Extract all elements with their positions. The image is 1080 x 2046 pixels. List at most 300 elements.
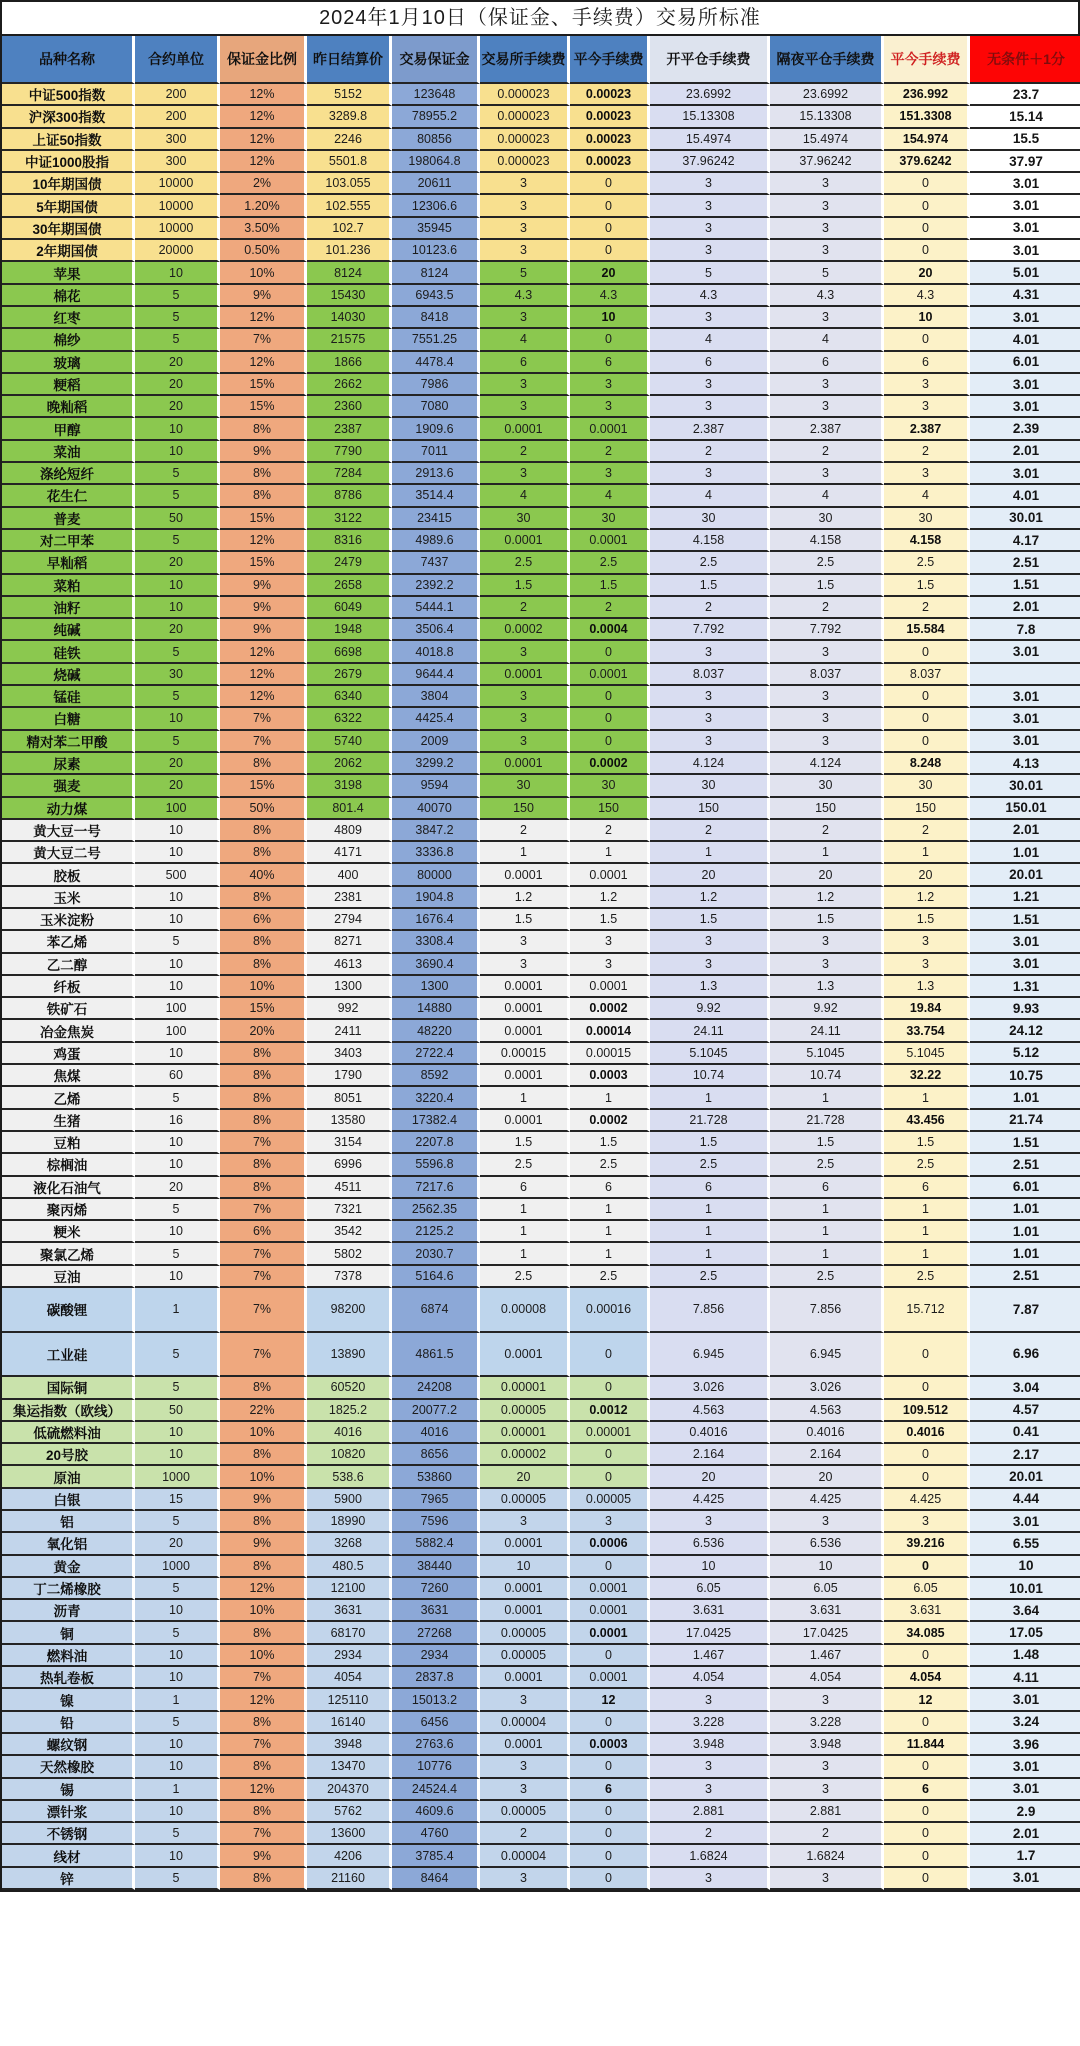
cell-fee: 0.00001 xyxy=(480,1377,570,1399)
cell-pingjin: 1 xyxy=(884,1243,970,1265)
cell-uncond: 3.01 xyxy=(970,218,1080,240)
cell-ratio: 8% xyxy=(220,1154,307,1176)
cell-open_close: 3 xyxy=(650,1756,770,1778)
cell-settle: 1790 xyxy=(307,1065,392,1087)
table-row xyxy=(2,508,1080,530)
cell-margin: 8418 xyxy=(392,307,480,329)
cell-fee: 2.5 xyxy=(480,1154,570,1176)
cell-fee_today: 2 xyxy=(570,820,650,842)
cell-settle: 5501.8 xyxy=(307,151,392,173)
table-row xyxy=(2,285,1080,307)
cell-settle: 60520 xyxy=(307,1377,392,1399)
cell-ratio: 9% xyxy=(220,1845,307,1867)
table-row xyxy=(2,240,1080,262)
cell-fee: 1.5 xyxy=(480,909,570,931)
cell-fee_today: 0.0001 xyxy=(570,1622,650,1644)
cell-open_close: 2 xyxy=(650,441,770,463)
cell-settle: 1300 xyxy=(307,976,392,998)
table-row xyxy=(2,418,1080,440)
cell-uncond: 21.74 xyxy=(970,1110,1080,1132)
column-header-fee_today: 平今手续费 xyxy=(570,36,650,84)
table-row xyxy=(2,1489,1080,1511)
cell-overnight: 1.467 xyxy=(770,1645,884,1667)
cell-open_close: 6.536 xyxy=(650,1533,770,1555)
cell-overnight: 1 xyxy=(770,1221,884,1243)
cell-ratio: 7% xyxy=(220,1823,307,1845)
cell-open_close: 3 xyxy=(650,396,770,418)
cell-fee_today: 0.0004 xyxy=(570,619,650,641)
cell-pingjin: 0 xyxy=(884,1756,970,1778)
cell-ratio: 9% xyxy=(220,441,307,463)
cell-ratio: 12% xyxy=(220,151,307,173)
cell-open_close: 3 xyxy=(650,954,770,976)
cell-pingjin: 2.387 xyxy=(884,418,970,440)
cell-open_close: 17.0425 xyxy=(650,1622,770,1644)
cell-ratio: 15% xyxy=(220,775,307,797)
cell-uncond: 3.01 xyxy=(970,463,1080,485)
cell-overnight: 3 xyxy=(770,1779,884,1801)
cell-fee_today: 0 xyxy=(570,1333,650,1378)
cell-fee_today: 0.00001 xyxy=(570,1422,650,1444)
cell-open_close: 10 xyxy=(650,1556,770,1578)
cell-settle: 13600 xyxy=(307,1823,392,1845)
cell-open_close: 0.4016 xyxy=(650,1422,770,1444)
cell-fee: 0.000023 xyxy=(480,151,570,173)
cell-fee: 3 xyxy=(480,931,570,953)
cell-name: 花生仁 xyxy=(2,485,135,507)
table-row xyxy=(2,1622,1080,1644)
cell-overnight: 3.228 xyxy=(770,1712,884,1734)
cell-pingjin: 1 xyxy=(884,1221,970,1243)
cell-fee_today: 1.5 xyxy=(570,909,650,931)
cell-settle: 3122 xyxy=(307,508,392,530)
cell-fee: 0.000023 xyxy=(480,84,570,106)
cell-pingjin: 0 xyxy=(884,1801,970,1823)
cell-open_close: 4.124 xyxy=(650,753,770,775)
cell-name: 粳稻 xyxy=(2,374,135,396)
cell-unit: 5 xyxy=(135,1087,220,1109)
cell-fee: 4 xyxy=(480,485,570,507)
cell-ratio: 3.50% xyxy=(220,218,307,240)
cell-margin: 2934 xyxy=(392,1645,480,1667)
cell-open_close: 2 xyxy=(650,820,770,842)
cell-pingjin: 1 xyxy=(884,1199,970,1221)
cell-ratio: 8% xyxy=(220,753,307,775)
cell-overnight: 3 xyxy=(770,1689,884,1711)
column-header-ratio: 保证金比例 xyxy=(220,36,307,84)
cell-uncond: 4.57 xyxy=(970,1400,1080,1422)
cell-unit: 5 xyxy=(135,1578,220,1600)
cell-pingjin: 8.248 xyxy=(884,753,970,775)
cell-open_close: 3 xyxy=(650,240,770,262)
cell-unit: 10 xyxy=(135,1132,220,1154)
cell-pingjin: 2.5 xyxy=(884,552,970,574)
cell-fee: 3 xyxy=(480,1689,570,1711)
cell-ratio: 8% xyxy=(220,954,307,976)
cell-fee_today: 3 xyxy=(570,396,650,418)
cell-name: 国际铜 xyxy=(2,1377,135,1399)
cell-fee_today: 3 xyxy=(570,1511,650,1533)
cell-unit: 20 xyxy=(135,352,220,374)
cell-fee_today: 0.0001 xyxy=(570,664,650,686)
table-row xyxy=(2,1823,1080,1845)
cell-margin: 4861.5 xyxy=(392,1333,480,1378)
column-header-overnight: 隔夜平仓手续费 xyxy=(770,36,884,84)
cell-settle: 21160 xyxy=(307,1868,392,1890)
cell-pingjin: 6.05 xyxy=(884,1578,970,1600)
cell-ratio: 6% xyxy=(220,1221,307,1243)
table-row xyxy=(2,106,1080,128)
cell-pingjin: 15.584 xyxy=(884,619,970,641)
cell-settle: 1825.2 xyxy=(307,1400,392,1422)
table-row xyxy=(2,1645,1080,1667)
cell-unit: 60 xyxy=(135,1065,220,1087)
cell-name: 玉米淀粉 xyxy=(2,909,135,931)
cell-overnight: 6.945 xyxy=(770,1333,884,1378)
cell-name: 棉纱 xyxy=(2,329,135,351)
cell-uncond: 4.17 xyxy=(970,530,1080,552)
cell-margin: 3336.8 xyxy=(392,842,480,864)
cell-unit: 1000 xyxy=(135,1466,220,1488)
cell-open_close: 7.856 xyxy=(650,1288,770,1333)
cell-name: 集运指数（欧线） xyxy=(2,1400,135,1422)
cell-uncond: 3.01 xyxy=(970,1511,1080,1533)
cell-ratio: 7% xyxy=(220,1734,307,1756)
cell-open_close: 4 xyxy=(650,329,770,351)
cell-name: 对二甲苯 xyxy=(2,530,135,552)
cell-margin: 35945 xyxy=(392,218,480,240)
cell-settle: 2411 xyxy=(307,1020,392,1042)
cell-unit: 300 xyxy=(135,151,220,173)
cell-fee_today: 1 xyxy=(570,842,650,864)
cell-settle: 2934 xyxy=(307,1645,392,1667)
cell-uncond: 1.31 xyxy=(970,976,1080,998)
cell-fee_today: 150 xyxy=(570,798,650,820)
cell-fee: 3 xyxy=(480,1756,570,1778)
cell-uncond: 20.01 xyxy=(970,864,1080,886)
cell-overnight: 2.5 xyxy=(770,552,884,574)
cell-margin: 7596 xyxy=(392,1511,480,1533)
cell-overnight: 4 xyxy=(770,329,884,351)
cell-fee_today: 0 xyxy=(570,1845,650,1867)
cell-settle: 3403 xyxy=(307,1043,392,1065)
cell-settle: 2479 xyxy=(307,552,392,574)
table-row xyxy=(2,775,1080,797)
cell-uncond: 3.01 xyxy=(970,240,1080,262)
cell-pingjin: 39.216 xyxy=(884,1533,970,1555)
cell-overnight: 4.054 xyxy=(770,1667,884,1689)
cell-uncond: 3.01 xyxy=(970,1689,1080,1711)
cell-ratio: 8% xyxy=(220,1377,307,1399)
cell-fee: 0.0001 xyxy=(480,1110,570,1132)
cell-margin: 4989.6 xyxy=(392,530,480,552)
cell-overnight: 1 xyxy=(770,1243,884,1265)
cell-name: 铜 xyxy=(2,1622,135,1644)
cell-margin: 3631 xyxy=(392,1600,480,1622)
table-row xyxy=(2,641,1080,663)
cell-pingjin: 0 xyxy=(884,195,970,217)
cell-overnight: 3 xyxy=(770,731,884,753)
cell-uncond: 20.01 xyxy=(970,1466,1080,1488)
cell-overnight: 3 xyxy=(770,1868,884,1890)
cell-settle: 3154 xyxy=(307,1132,392,1154)
cell-fee: 3 xyxy=(480,307,570,329)
cell-fee_today: 0 xyxy=(570,1377,650,1399)
cell-fee_today: 0 xyxy=(570,1823,650,1845)
cell-fee_today: 1 xyxy=(570,1221,650,1243)
cell-open_close: 9.92 xyxy=(650,998,770,1020)
cell-fee: 2.5 xyxy=(480,552,570,574)
cell-overnight: 4 xyxy=(770,485,884,507)
cell-fee: 4 xyxy=(480,329,570,351)
cell-margin: 78955.2 xyxy=(392,106,480,128)
cell-overnight: 2.387 xyxy=(770,418,884,440)
cell-name: 苯乙烯 xyxy=(2,931,135,953)
cell-uncond: 4.01 xyxy=(970,329,1080,351)
cell-open_close: 3 xyxy=(650,931,770,953)
cell-settle: 2679 xyxy=(307,664,392,686)
table-row xyxy=(2,1734,1080,1756)
cell-fee_today: 30 xyxy=(570,508,650,530)
cell-fee: 0.0001 xyxy=(480,418,570,440)
cell-overnight: 24.11 xyxy=(770,1020,884,1042)
cell-name: 中证1000股指 xyxy=(2,151,135,173)
cell-fee_today: 6 xyxy=(570,352,650,374)
cell-pingjin: 0 xyxy=(884,1845,970,1867)
table-row xyxy=(2,1600,1080,1622)
cell-unit: 10 xyxy=(135,1734,220,1756)
cell-overnight: 20 xyxy=(770,864,884,886)
cell-overnight: 4.124 xyxy=(770,753,884,775)
cell-open_close: 2.881 xyxy=(650,1801,770,1823)
cell-open_close: 3 xyxy=(650,195,770,217)
cell-fee_today: 0.00015 xyxy=(570,1043,650,1065)
cell-fee_today: 1.5 xyxy=(570,1132,650,1154)
cell-uncond: 1.48 xyxy=(970,1645,1080,1667)
cell-pingjin: 19.84 xyxy=(884,998,970,1020)
cell-name: 10年期国债 xyxy=(2,173,135,195)
table-row xyxy=(2,195,1080,217)
cell-unit: 1 xyxy=(135,1288,220,1333)
cell-name: 液化石油气 xyxy=(2,1177,135,1199)
cell-unit: 10 xyxy=(135,575,220,597)
cell-name: 纯碱 xyxy=(2,619,135,641)
cell-fee_today: 0 xyxy=(570,641,650,663)
cell-fee_today: 0 xyxy=(570,329,650,351)
cell-open_close: 4.3 xyxy=(650,285,770,307)
table-row xyxy=(2,976,1080,998)
cell-overnight: 1.5 xyxy=(770,575,884,597)
cell-pingjin: 10 xyxy=(884,307,970,329)
cell-name: 硅铁 xyxy=(2,641,135,663)
cell-open_close: 1 xyxy=(650,1199,770,1221)
cell-name: 菜油 xyxy=(2,441,135,463)
cell-margin: 3690.4 xyxy=(392,954,480,976)
cell-unit: 10 xyxy=(135,1845,220,1867)
cell-pingjin: 2 xyxy=(884,820,970,842)
cell-unit: 10 xyxy=(135,1154,220,1176)
cell-fee_today: 2 xyxy=(570,441,650,463)
cell-ratio: 7% xyxy=(220,1288,307,1333)
cell-unit: 200 xyxy=(135,84,220,106)
cell-settle: 3198 xyxy=(307,775,392,797)
cell-uncond: 5.12 xyxy=(970,1043,1080,1065)
cell-unit: 10 xyxy=(135,262,220,284)
cell-uncond: 3.01 xyxy=(970,307,1080,329)
cell-open_close: 1 xyxy=(650,1221,770,1243)
cell-pingjin: 0 xyxy=(884,1712,970,1734)
cell-fee: 0.0001 xyxy=(480,664,570,686)
cell-pingjin: 1.5 xyxy=(884,575,970,597)
cell-settle: 18990 xyxy=(307,1511,392,1533)
cell-overnight: 37.96242 xyxy=(770,151,884,173)
table-row xyxy=(2,1712,1080,1734)
cell-fee_today: 0.00016 xyxy=(570,1288,650,1333)
cell-fee: 2 xyxy=(480,820,570,842)
cell-unit: 5 xyxy=(135,1377,220,1399)
cell-fee_today: 0 xyxy=(570,1756,650,1778)
cell-margin: 4425.4 xyxy=(392,708,480,730)
cell-name: 黄金 xyxy=(2,1556,135,1578)
cell-settle: 7284 xyxy=(307,463,392,485)
cell-overnight: 2 xyxy=(770,1823,884,1845)
cell-fee_today: 0.00014 xyxy=(570,1020,650,1042)
cell-pingjin: 5.1045 xyxy=(884,1043,970,1065)
cell-pingjin: 0 xyxy=(884,218,970,240)
cell-settle: 4809 xyxy=(307,820,392,842)
table-row xyxy=(2,1333,1080,1378)
cell-settle: 8316 xyxy=(307,530,392,552)
cell-name: 粳米 xyxy=(2,1221,135,1243)
cell-uncond: 7.87 xyxy=(970,1288,1080,1333)
cell-open_close: 5 xyxy=(650,262,770,284)
cell-margin: 10776 xyxy=(392,1756,480,1778)
cell-fee_today: 0 xyxy=(570,686,650,708)
cell-name: 黄大豆一号 xyxy=(2,820,135,842)
cell-fee: 0.0001 xyxy=(480,864,570,886)
cell-fee_today: 2.5 xyxy=(570,1266,650,1288)
cell-margin: 24208 xyxy=(392,1377,480,1399)
cell-overnight: 2.164 xyxy=(770,1444,884,1466)
cell-fee_today: 2.5 xyxy=(570,1154,650,1176)
cell-unit: 1000 xyxy=(135,1556,220,1578)
cell-pingjin: 0 xyxy=(884,1466,970,1488)
cell-pingjin: 3 xyxy=(884,463,970,485)
cell-pingjin: 109.512 xyxy=(884,1400,970,1422)
cell-pingjin: 2.5 xyxy=(884,1266,970,1288)
cell-ratio: 8% xyxy=(220,485,307,507)
cell-open_close: 3 xyxy=(650,686,770,708)
cell-uncond: 3.96 xyxy=(970,1734,1080,1756)
cell-uncond: 1.51 xyxy=(970,909,1080,931)
cell-fee: 2 xyxy=(480,1823,570,1845)
cell-ratio: 50% xyxy=(220,798,307,820)
cell-fee: 10 xyxy=(480,1556,570,1578)
cell-uncond: 3.04 xyxy=(970,1377,1080,1399)
cell-settle: 4016 xyxy=(307,1422,392,1444)
cell-fee_today: 1 xyxy=(570,1199,650,1221)
cell-name: 丁二烯橡胶 xyxy=(2,1578,135,1600)
cell-uncond: 3.01 xyxy=(970,173,1080,195)
cell-overnight: 6.536 xyxy=(770,1533,884,1555)
cell-ratio: 15% xyxy=(220,508,307,530)
cell-settle: 8271 xyxy=(307,931,392,953)
cell-name: 晚籼稻 xyxy=(2,396,135,418)
cell-margin: 123648 xyxy=(392,84,480,106)
cell-pingjin: 236.992 xyxy=(884,84,970,106)
cell-settle: 5740 xyxy=(307,731,392,753)
cell-margin: 3847.2 xyxy=(392,820,480,842)
cell-settle: 7378 xyxy=(307,1266,392,1288)
cell-fee: 0.00005 xyxy=(480,1622,570,1644)
cell-name: 焦煤 xyxy=(2,1065,135,1087)
cell-overnight: 3 xyxy=(770,374,884,396)
cell-open_close: 3 xyxy=(650,1511,770,1533)
cell-uncond: 24.12 xyxy=(970,1020,1080,1042)
cell-pingjin: 8.037 xyxy=(884,664,970,686)
cell-ratio: 15% xyxy=(220,998,307,1020)
cell-ratio: 8% xyxy=(220,463,307,485)
cell-open_close: 6 xyxy=(650,1177,770,1199)
cell-fee: 1 xyxy=(480,1199,570,1221)
table-row xyxy=(2,1444,1080,1466)
cell-name: 镍 xyxy=(2,1689,135,1711)
cell-uncond: 30.01 xyxy=(970,508,1080,530)
table-row xyxy=(2,842,1080,864)
cell-unit: 100 xyxy=(135,998,220,1020)
table-row xyxy=(2,1578,1080,1600)
cell-pingjin: 0 xyxy=(884,1823,970,1845)
cell-ratio: 12% xyxy=(220,664,307,686)
column-header-name: 品种名称 xyxy=(2,36,135,84)
cell-name: 涤纶短纤 xyxy=(2,463,135,485)
cell-fee: 0.0001 xyxy=(480,530,570,552)
column-header-pingjin: 平今手续费 xyxy=(884,36,970,84)
cell-name: 聚氯乙烯 xyxy=(2,1243,135,1265)
cell-fee: 0.0001 xyxy=(480,1734,570,1756)
cell-fee: 3 xyxy=(480,218,570,240)
cell-ratio: 6% xyxy=(220,909,307,931)
table-row xyxy=(2,262,1080,284)
cell-name: 漂针浆 xyxy=(2,1801,135,1823)
cell-fee: 5 xyxy=(480,262,570,284)
cell-fee: 0.00005 xyxy=(480,1400,570,1422)
cell-fee: 3 xyxy=(480,173,570,195)
cell-name: 乙二醇 xyxy=(2,954,135,976)
page-title: 2024年1月10日（保证金、手续费）交易所标准 xyxy=(2,2,1078,36)
cell-open_close: 15.4974 xyxy=(650,129,770,151)
cell-settle: 3948 xyxy=(307,1734,392,1756)
cell-ratio: 12% xyxy=(220,1779,307,1801)
table-row xyxy=(2,1845,1080,1867)
cell-open_close: 1.3 xyxy=(650,976,770,998)
cell-ratio: 1.20% xyxy=(220,195,307,217)
cell-pingjin: 151.3308 xyxy=(884,106,970,128)
cell-uncond: 2.01 xyxy=(970,441,1080,463)
cell-uncond: 4.11 xyxy=(970,1667,1080,1689)
cell-uncond: 3.01 xyxy=(970,1756,1080,1778)
table-row xyxy=(2,396,1080,418)
cell-settle: 16140 xyxy=(307,1712,392,1734)
cell-ratio: 8% xyxy=(220,1556,307,1578)
cell-overnight: 3.631 xyxy=(770,1600,884,1622)
table-row xyxy=(2,1110,1080,1132)
cell-ratio: 8% xyxy=(220,1065,307,1087)
cell-pingjin: 33.754 xyxy=(884,1020,970,1042)
cell-ratio: 8% xyxy=(220,418,307,440)
cell-pingjin: 20 xyxy=(884,864,970,886)
cell-pingjin: 4.3 xyxy=(884,285,970,307)
